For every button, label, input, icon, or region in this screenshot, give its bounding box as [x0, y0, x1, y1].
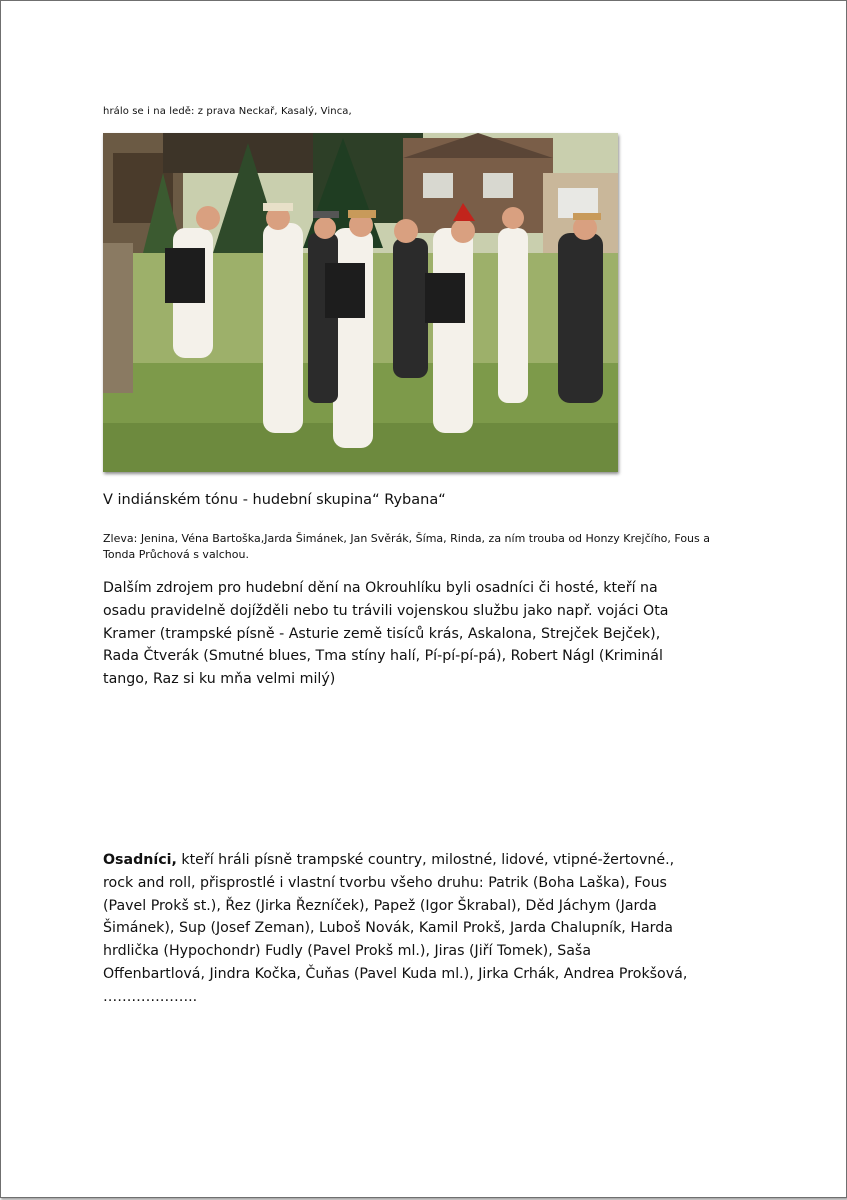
paragraph-line: Rada Čtverák (Smutné blues, Tma stíny halí, Pí-pí-pí-pá), Robert Nágl (Kriminál [103, 648, 663, 665]
paragraph-settlers [103, 849, 753, 1009]
paragraph-line: tango, Raz si ku mňa velmi milý) [103, 671, 336, 688]
photo-caption: hrálo se i na ledě: z prava Neckař, Kasalý, Vinca, [103, 106, 352, 117]
paragraph-guests [103, 577, 743, 691]
paragraph-line: (Pavel Prokš st.), Řez (Jirka Řezníček), Papež (Igor Škrabal), Děd Jáchym (Jarda [103, 897, 657, 914]
paragraph-line: Kramer (trampské písně - Asturie země tisíců krás, Askalona, Strejček Bejček), [103, 625, 661, 642]
paragraph-line: ……………….. [103, 988, 198, 1005]
paragraph-line: Offenbartlová, Jindra Kočka, Čuňas (Pavel Kuda ml.), Jirka Crhák, Andrea Prokšová, [103, 965, 688, 982]
subcaption-line: Tonda Průchová s valchou. [103, 548, 249, 561]
paragraph-line [103, 849, 753, 872]
paragraph-line: Dalším zdrojem pro hudební dění na Okrouhlíku byli osadníci či hosté, kteří na [103, 580, 658, 596]
group-photo [103, 133, 618, 472]
photo-group-of-musicians-icon [103, 133, 618, 472]
paragraph-line-rest: kteří hráli písně trampské country, milostné, lidové, vtipné-žertovné., [176, 852, 675, 868]
paragraph-line: osadu pravidelně dojížděli nebo tu trávili vojenskou službu jako např. vojáci Ota [103, 602, 669, 619]
photo-subcaption [103, 531, 763, 563]
section-heading: V indiánském tónu - hudební skupina“ Rybana“ [103, 492, 446, 508]
subcaption-line: Zleva: Jenina, Véna Bartoška,Jarda Šimánek, Jan Svěrák, Šíma, Rinda, za ním trouba od Honzy Krejčího, Fous a [103, 532, 710, 545]
paragraph-lead: Osadníci, [103, 852, 177, 868]
paragraph-line: hrdlička (Hypochondr) Fudly (Pavel Prokš ml.), Jiras (Jiří Tomek), Saša [103, 943, 592, 960]
paragraph-line: Šimánek), Sup (Josef Zeman), Luboš Novák, Kamil Prokš, Jarda Chalupník, Harda [103, 920, 673, 937]
paragraph-line: rock and roll, přisprostlé i vlastní tvorbu všeho druhu: Patrik (Boha Laška), Fous [103, 874, 667, 891]
